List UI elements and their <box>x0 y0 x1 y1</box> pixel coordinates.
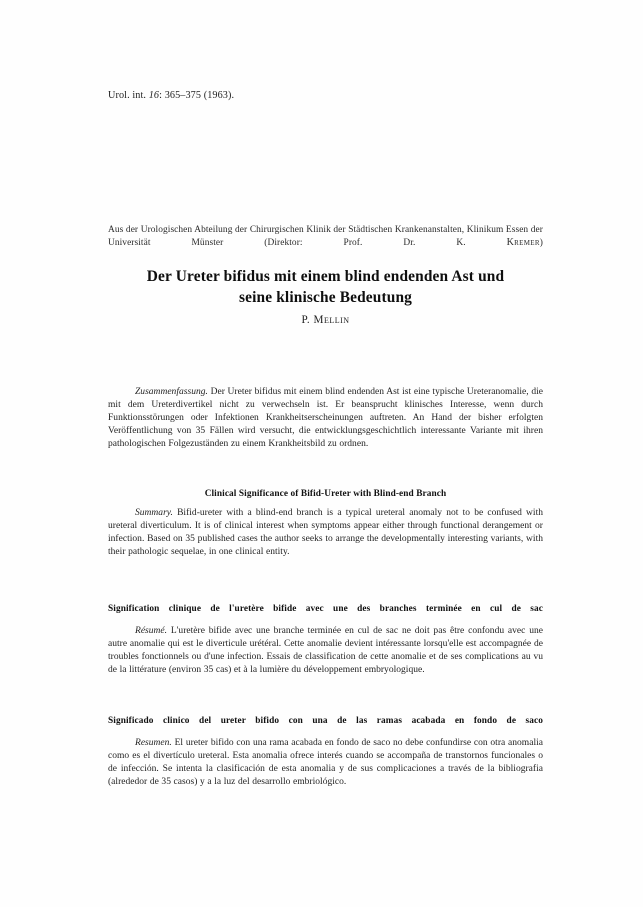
heading-french: Signification clinique de l'uretère bifide avec une des branches terminée en cul de sac <box>108 604 543 614</box>
abstract-french <box>108 625 543 677</box>
abstract-german <box>108 386 543 451</box>
article-title <box>108 267 543 308</box>
affiliation-text-before: Aus der Urologischen Abteilung der Chirurgischen Klinik der Städtischen Krankenanstalten, Klinikum Essen der Universität Münster (Direktor: Prof. Dr. K. <box>108 225 543 248</box>
heading-spanish: Significado clinico del ureter bifido con una de las ramas acabada en fondo de saco <box>108 716 543 726</box>
abstract-french-lead: Résumé. <box>135 626 168 636</box>
abstract-spanish <box>108 737 543 789</box>
journal-pages: : 365–375 (1963). <box>159 90 235 101</box>
abstract-english <box>108 507 543 559</box>
abstract-german-body: Der Ureter bifidus mit einem blind endenden Ast ist eine typische Ureteranomalie, die mit dem Ureterdivertikel nicht zu verwechseln ist. Er beansprucht klinisches Interesse, wenn durch Funktionsstörungen oder Infektionen Krankheitserscheinungen auftreten. An Hand der bisher erfolgten Veröffentlichung von 35 Fällen wird versucht, die entwicklungsgeschichtlich interessante Variante mit ihren pathologischen Folgezuständen zu einem Krankheitsbild zu ordnen. <box>108 387 543 450</box>
title-line-2: seine klinische Bedeutung <box>238 288 413 306</box>
abstract-english-body: Bifid-ureter with a blind-end branch is a typical ureteral anomaly not to be confused with ureteral diverticulum. It is of clinical interest when symptoms appear either through functional derangement or infection. Based on 35 published cases the author seeks to arrange the developmentally interesting variants, with their pathologic sequelae, in one clinical entity. <box>108 508 543 558</box>
article-author: P. Mellin <box>301 314 350 326</box>
affiliation-block <box>108 224 543 249</box>
affiliation-director-name: Kremer <box>506 236 540 248</box>
title-line-1: Der Ureter bifidus mit einem blind endenden Ast und <box>146 268 505 285</box>
abstract-german-lead: Zusammenfassung. <box>135 387 208 397</box>
heading-english: Clinical Significance of Bifid-Ureter with Blind-end Branch <box>204 489 447 499</box>
abstract-spanish-body: El ureter bifido con una rama acabada en fondo de saco no debe confundirse con otra anomalia como es el divertículo ureteral. Esta anomalia ofrece interés cuando se accompaña de transtornos funcionales o de infección. Se intenta la clasificación de esta anomalia y de sus complicaciones a través de la bibliografia (alrededor de 35 casos) y a la luz del desarrollo embriológico. <box>108 738 543 788</box>
abstract-english-lead: Summary. <box>135 508 173 518</box>
journal-volume: 16 <box>148 90 160 101</box>
journal-citation-line <box>108 89 543 103</box>
journal-name: Urol. int. <box>108 90 147 101</box>
abstract-french-body: L'uretère bifide avec une branche terminée en cul de sac ne doit pas être confondu avec une autre anomalie qui est le diverticule urétéral. Cette anomalie devient intéressante lorsqu'elle est accompagnée de troubles fonctionnels ou d'une infection. Essais de classification de cette anomalie et de ses complications au vu de la littérature (environ 35 cas) et à la lumière du développement embryologique. <box>108 626 543 676</box>
abstract-spanish-lead: Resumen. <box>135 738 172 748</box>
affiliation-text-after: ) <box>539 237 543 248</box>
